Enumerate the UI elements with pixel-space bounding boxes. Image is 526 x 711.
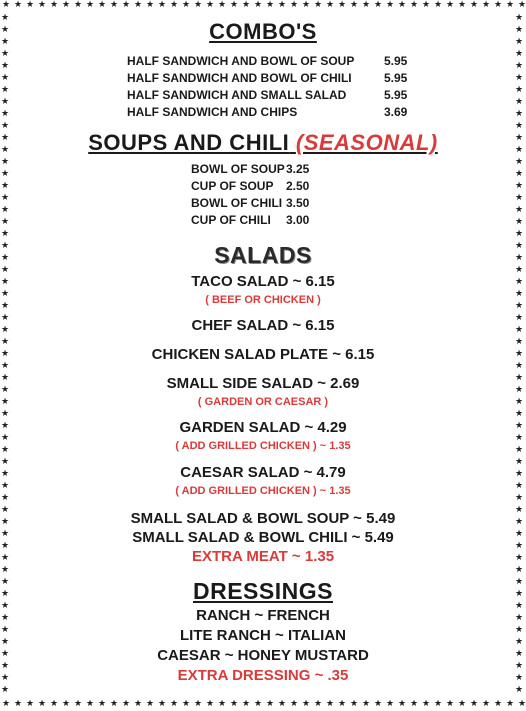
salad-item-taco	[14, 273, 512, 307]
star-icon: ★	[434, 0, 443, 10]
star-icon: ★	[515, 409, 524, 419]
star-icon: ★	[1, 469, 10, 479]
star-icon: ★	[515, 145, 524, 155]
soup-name: BOWL OF CHILI	[191, 196, 283, 210]
star-icon: ★	[515, 673, 524, 683]
star-icon: ★	[1, 685, 10, 695]
star-icon: ★	[350, 0, 359, 10]
star-icon: ★	[1, 241, 10, 251]
star-icon: ★	[302, 699, 311, 709]
combo-price: 5.95	[384, 88, 408, 102]
star-icon: ★	[134, 0, 143, 10]
star-icon: ★	[350, 699, 359, 709]
list-item	[191, 178, 326, 195]
star-icon: ★	[1, 325, 10, 335]
star-icon: ★	[1, 649, 10, 659]
star-icon: ★	[38, 0, 47, 10]
star-icon: ★	[1, 145, 10, 155]
star-icon: ★	[1, 61, 10, 71]
star-icon: ★	[1, 313, 10, 323]
star-icon: ★	[1, 121, 10, 131]
star-icon: ★	[410, 699, 419, 709]
star-icon: ★	[515, 565, 524, 575]
star-icon: ★	[446, 699, 455, 709]
star-icon: ★	[326, 699, 335, 709]
star-icon: ★	[170, 0, 179, 10]
star-icon: ★	[515, 37, 524, 47]
star-icon: ★	[515, 169, 524, 179]
salad-label: SMALL SALAD & BOWL CHILI ~ 5.49	[132, 529, 394, 546]
star-icon: ★	[146, 0, 155, 10]
star-icon: ★	[146, 699, 155, 709]
combos-list	[127, 53, 424, 121]
salad-note: ( GARDEN OR CAESAR )	[197, 396, 329, 408]
star-icon: ★	[1, 505, 10, 515]
star-icon: ★	[158, 699, 167, 709]
star-icon: ★	[14, 0, 23, 10]
list-item	[127, 53, 424, 70]
star-icon: ★	[446, 0, 455, 10]
star-icon: ★	[515, 229, 524, 239]
star-icon: ★	[1, 373, 10, 383]
star-icon: ★	[515, 61, 524, 71]
star-icon: ★	[482, 0, 491, 10]
star-icon: ★	[14, 699, 23, 709]
menu-page	[14, 0, 515, 711]
star-icon: ★	[398, 0, 407, 10]
star-icon: ★	[1, 397, 10, 407]
combo-price: 5.95	[384, 71, 408, 85]
star-icon: ★	[386, 699, 395, 709]
star-icon: ★	[1, 217, 10, 227]
star-icon: ★	[515, 241, 524, 251]
star-icon: ★	[515, 313, 524, 323]
star-icon: ★	[1, 25, 10, 35]
star-icon: ★	[515, 601, 524, 611]
list-item	[191, 195, 326, 212]
star-icon: ★	[98, 699, 107, 709]
salad-item-small-salad-chili	[14, 529, 512, 547]
soups-list	[191, 161, 326, 229]
star-icon: ★	[1, 157, 10, 167]
star-icon: ★	[515, 529, 524, 539]
star-icon: ★	[374, 0, 383, 10]
star-icon: ★	[62, 699, 71, 709]
star-icon: ★	[515, 13, 524, 23]
combos-title: COMBO'S	[209, 19, 317, 44]
soup-price: 3.00	[286, 213, 310, 227]
star-icon: ★	[290, 0, 299, 10]
salad-item-small-salad-soup	[14, 510, 512, 528]
star-icon: ★	[1, 589, 10, 599]
star-icon: ★	[1, 661, 10, 671]
star-icon: ★	[158, 0, 167, 10]
star-icon: ★	[1, 277, 10, 287]
salad-label: CAESAR SALAD ~ 4.79	[180, 464, 346, 481]
star-icon: ★	[422, 699, 431, 709]
star-icon: ★	[110, 699, 119, 709]
star-icon: ★	[515, 349, 524, 359]
salad-label: TACO SALAD ~ 6.15	[191, 273, 335, 290]
star-icon: ★	[98, 0, 107, 10]
star-icon: ★	[218, 699, 227, 709]
star-icon: ★	[515, 577, 524, 587]
star-icon: ★	[266, 699, 275, 709]
star-icon: ★	[194, 0, 203, 10]
star-icon: ★	[515, 421, 524, 431]
star-icon: ★	[515, 121, 524, 131]
star-icon: ★	[515, 397, 524, 407]
star-icon: ★	[182, 699, 191, 709]
star-icon: ★	[1, 193, 10, 203]
soup-name: CUP OF CHILI	[191, 213, 271, 227]
combo-name: HALF SANDWICH AND SMALL SALAD	[127, 88, 347, 102]
star-icon: ★	[338, 0, 347, 10]
star-icon: ★	[515, 541, 524, 551]
star-icon: ★	[218, 0, 227, 10]
star-icon: ★	[515, 625, 524, 635]
star-icon: ★	[242, 699, 251, 709]
star-icon: ★	[515, 157, 524, 167]
star-icon: ★	[62, 0, 71, 10]
star-icon: ★	[314, 699, 323, 709]
star-icon: ★	[1, 289, 10, 299]
extra-meat-label: EXTRA MEAT ~ 1.35	[191, 548, 335, 565]
combo-price: 3.69	[384, 105, 408, 119]
soup-price: 3.50	[286, 196, 310, 210]
star-icon: ★	[1, 361, 10, 371]
star-icon: ★	[206, 0, 215, 10]
combo-price: 5.95	[384, 54, 408, 68]
seasonal-label: (SEASONAL)	[295, 130, 438, 155]
star-icon: ★	[1, 349, 10, 359]
star-icon: ★	[482, 699, 491, 709]
star-icon: ★	[1, 457, 10, 467]
star-icon: ★	[515, 433, 524, 443]
star-icon: ★	[494, 699, 503, 709]
list-item	[127, 87, 424, 104]
star-icon: ★	[170, 699, 179, 709]
extra-dressing-label: EXTRA DRESSING ~ .35	[177, 667, 349, 684]
star-icon: ★	[1, 493, 10, 503]
star-icon: ★	[1, 625, 10, 635]
star-icon: ★	[515, 469, 524, 479]
star-icon: ★	[1, 253, 10, 263]
combo-name: HALF SANDWICH AND BOWL OF SOUP	[127, 54, 355, 68]
star-icon: ★	[458, 699, 467, 709]
list-item	[191, 161, 326, 178]
salad-note: ( BEEF OR CHICKEN )	[205, 294, 321, 306]
star-icon: ★	[290, 699, 299, 709]
star-icon: ★	[1, 229, 10, 239]
star-icon: ★	[182, 0, 191, 10]
star-icon: ★	[515, 373, 524, 383]
star-icon: ★	[494, 0, 503, 10]
star-icon: ★	[50, 0, 59, 10]
star-icon: ★	[1, 577, 10, 587]
star-icon: ★	[515, 457, 524, 467]
star-icon: ★	[1, 73, 10, 83]
salads-title: SALADS	[214, 242, 312, 268]
star-icon: ★	[515, 337, 524, 347]
star-icon: ★	[110, 0, 119, 10]
star-icon: ★	[74, 699, 83, 709]
soup-name: CUP OF SOUP	[191, 179, 274, 193]
star-icon: ★	[434, 699, 443, 709]
salad-item-caesar	[14, 464, 512, 498]
star-icon: ★	[1, 97, 10, 107]
star-icon: ★	[1, 673, 10, 683]
star-icon: ★	[506, 0, 515, 10]
star-icon: ★	[515, 661, 524, 671]
star-icon: ★	[458, 0, 467, 10]
star-icon: ★	[230, 699, 239, 709]
dressings-list	[14, 606, 512, 686]
star-icon: ★	[302, 0, 311, 10]
star-icon: ★	[515, 253, 524, 263]
star-icon: ★	[515, 505, 524, 515]
star-icon: ★	[2, 699, 11, 709]
star-icon: ★	[38, 699, 47, 709]
star-icon: ★	[362, 0, 371, 10]
star-icon: ★	[314, 0, 323, 10]
star-icon: ★	[1, 181, 10, 191]
star-icon: ★	[194, 699, 203, 709]
star-icon: ★	[26, 699, 35, 709]
star-icon: ★	[398, 699, 407, 709]
star-icon: ★	[326, 0, 335, 10]
star-icon: ★	[134, 699, 143, 709]
star-icon: ★	[515, 517, 524, 527]
salad-item-small-side	[14, 375, 512, 409]
star-icon: ★	[1, 265, 10, 275]
combo-name: HALF SANDWICH AND CHIPS	[127, 105, 298, 119]
star-icon: ★	[515, 133, 524, 143]
salad-label: SMALL SALAD & BOWL SOUP ~ 5.49	[130, 510, 396, 527]
star-icon: ★	[1, 49, 10, 59]
star-icon: ★	[515, 613, 524, 623]
star-icon: ★	[254, 699, 263, 709]
salad-label: CHICKEN SALAD PLATE ~ 6.15	[151, 346, 375, 363]
star-icon: ★	[515, 217, 524, 227]
star-icon: ★	[254, 0, 263, 10]
list-item	[127, 104, 424, 121]
star-icon: ★	[1, 541, 10, 551]
salad-item-chicken-plate	[14, 346, 512, 364]
star-icon: ★	[515, 97, 524, 107]
star-icon: ★	[515, 289, 524, 299]
star-icon: ★	[278, 0, 287, 10]
star-icon: ★	[518, 699, 526, 709]
soup-price: 2.50	[286, 179, 310, 193]
star-icon: ★	[515, 181, 524, 191]
soups-title-text: SOUPS AND CHILI	[88, 130, 290, 155]
star-icon: ★	[1, 421, 10, 431]
star-icon: ★	[1, 337, 10, 347]
star-icon: ★	[515, 193, 524, 203]
star-icon: ★	[515, 49, 524, 59]
dressing-line: CAESAR ~ HONEY MUSTARD	[157, 647, 369, 664]
star-icon: ★	[422, 0, 431, 10]
salad-note: ( ADD GRILLED CHICKEN ) ~ 1.35	[175, 485, 351, 497]
star-icon: ★	[50, 699, 59, 709]
star-icon: ★	[515, 205, 524, 215]
star-icon: ★	[1, 109, 10, 119]
star-icon: ★	[1, 13, 10, 23]
star-icon: ★	[1, 517, 10, 527]
star-icon: ★	[1, 169, 10, 179]
star-icon: ★	[506, 699, 515, 709]
soup-name: BOWL OF SOUP	[191, 162, 285, 176]
star-icon: ★	[1, 601, 10, 611]
star-icon: ★	[515, 385, 524, 395]
star-icon: ★	[515, 361, 524, 371]
star-icon: ★	[515, 325, 524, 335]
star-icon: ★	[515, 277, 524, 287]
star-icon: ★	[74, 0, 83, 10]
star-icon: ★	[278, 699, 287, 709]
soups-title	[14, 130, 512, 156]
star-icon: ★	[1, 445, 10, 455]
star-icon: ★	[362, 699, 371, 709]
star-icon: ★	[122, 0, 131, 10]
star-icon: ★	[386, 0, 395, 10]
list-item	[191, 212, 326, 229]
list-item	[127, 70, 424, 87]
star-icon: ★	[515, 649, 524, 659]
star-icon: ★	[515, 481, 524, 491]
star-icon: ★	[515, 25, 524, 35]
right-star-border	[514, 0, 526, 711]
star-icon: ★	[515, 589, 524, 599]
star-icon: ★	[1, 37, 10, 47]
dressing-line: RANCH ~ FRENCH	[196, 607, 330, 624]
star-icon: ★	[1, 205, 10, 215]
star-icon: ★	[410, 0, 419, 10]
salad-item-chef	[14, 317, 512, 335]
star-icon: ★	[1, 409, 10, 419]
star-icon: ★	[515, 637, 524, 647]
left-star-border	[0, 0, 12, 711]
star-icon: ★	[1, 553, 10, 563]
star-icon: ★	[374, 699, 383, 709]
salad-label: CHEF SALAD ~ 6.15	[191, 317, 335, 334]
star-icon: ★	[122, 699, 131, 709]
star-icon: ★	[1, 85, 10, 95]
star-icon: ★	[86, 0, 95, 10]
soup-price: 3.25	[286, 162, 310, 176]
salad-label: SMALL SIDE SALAD ~ 2.69	[166, 375, 360, 392]
dressing-line: LITE RANCH ~ ITALIAN	[180, 627, 346, 644]
star-icon: ★	[26, 0, 35, 10]
salad-label: GARDEN SALAD ~ 4.29	[179, 419, 347, 436]
star-icon: ★	[1, 301, 10, 311]
star-icon: ★	[266, 0, 275, 10]
star-icon: ★	[515, 445, 524, 455]
star-icon: ★	[1, 637, 10, 647]
salad-extra-meat	[14, 548, 512, 566]
star-icon: ★	[230, 0, 239, 10]
star-icon: ★	[515, 109, 524, 119]
star-icon: ★	[518, 0, 526, 10]
star-icon: ★	[1, 481, 10, 491]
star-icon: ★	[470, 699, 479, 709]
star-icon: ★	[1, 133, 10, 143]
star-icon: ★	[242, 0, 251, 10]
star-icon: ★	[86, 699, 95, 709]
star-icon: ★	[470, 0, 479, 10]
star-icon: ★	[515, 553, 524, 563]
star-icon: ★	[1, 433, 10, 443]
star-icon: ★	[515, 493, 524, 503]
star-icon: ★	[515, 301, 524, 311]
star-icon: ★	[1, 565, 10, 575]
star-icon: ★	[1, 385, 10, 395]
dressings-title: DRESSINGS	[193, 578, 333, 604]
star-icon: ★	[2, 0, 11, 10]
salad-note: ( ADD GRILLED CHICKEN ) ~ 1.35	[175, 440, 351, 452]
star-icon: ★	[206, 699, 215, 709]
star-icon: ★	[1, 613, 10, 623]
star-icon: ★	[515, 685, 524, 695]
star-icon: ★	[338, 699, 347, 709]
star-icon: ★	[515, 73, 524, 83]
star-icon: ★	[1, 529, 10, 539]
star-icon: ★	[515, 265, 524, 275]
combo-name: HALF SANDWICH AND BOWL OF CHILI	[127, 71, 352, 85]
salad-item-garden	[14, 419, 512, 453]
star-icon: ★	[515, 85, 524, 95]
